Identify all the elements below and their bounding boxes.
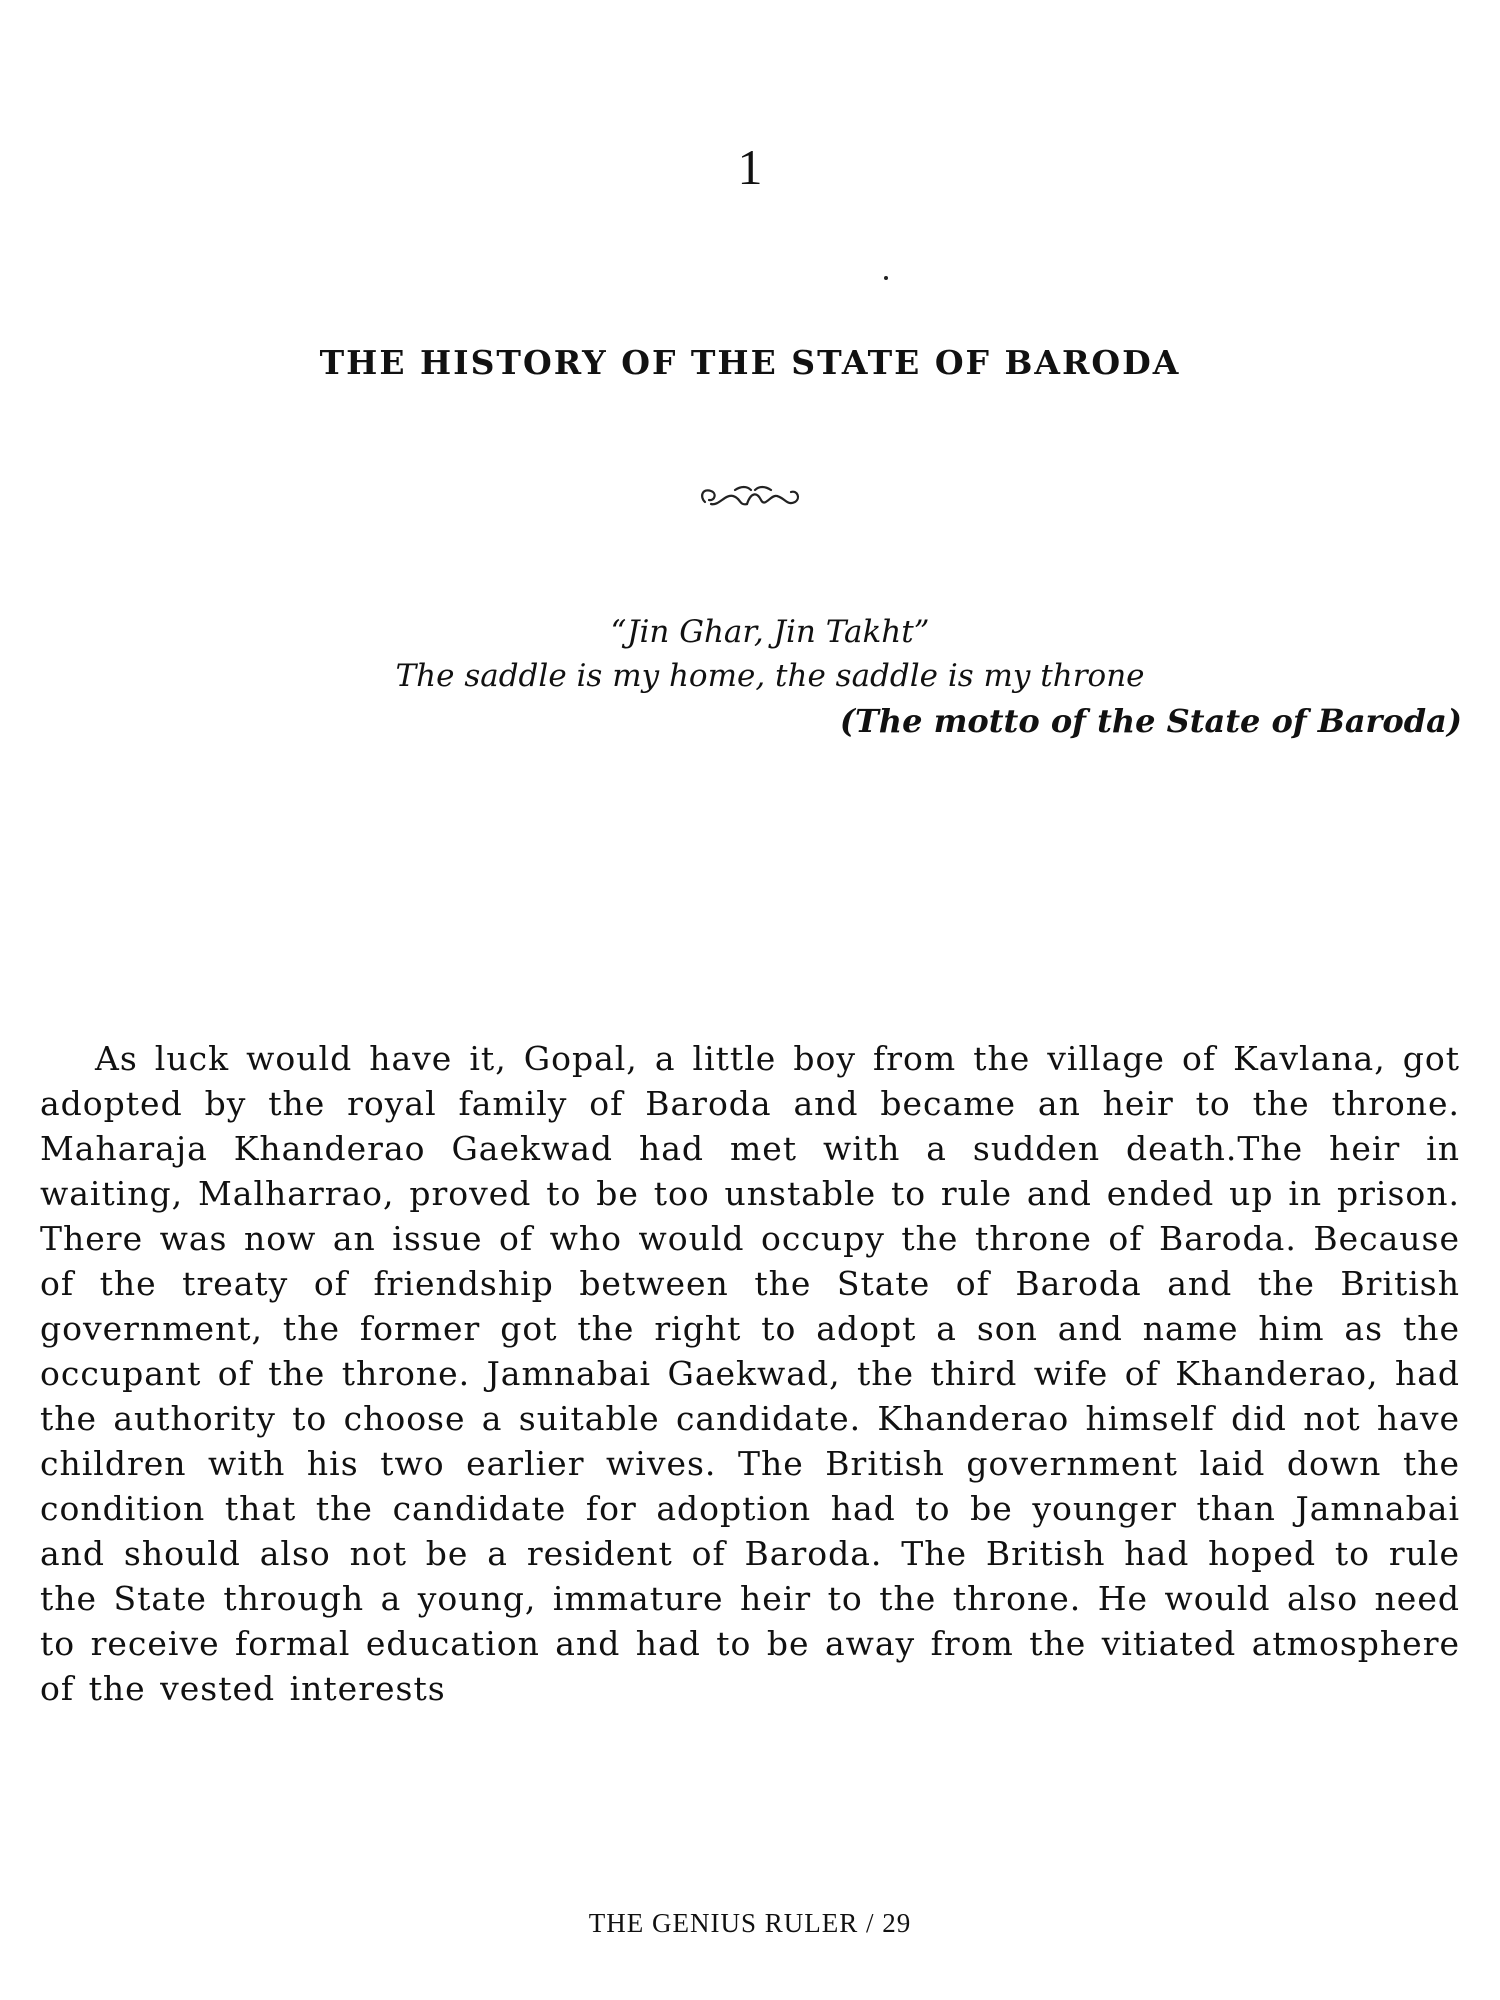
body-paragraph: As luck would have it, Gopal, a little boy from the village of Kavlana, got adopted by the royal family of Baroda and became an heir to the throne. Maharaja Khanderao Gaekwad had met with a sudden death.The heir in waiting, Malharrao, proved to be too unstable to rule and ended up in prison. There was now an issue of who would occupy the throne of Baroda. Because of the treaty of friendship between the State of Baroda and the British government, the former got the right to adopt a son and name him as the occupant of the throne. Jamnabai Gaekwad, the third wife of Khanderao, had the authority to choose a suitable candidate. Khanderao himself did not have children with his two earlier wives. The British government laid down the condition that the candidate for adoption had to be younger than Jamnabai and should also not be a resident of Baroda. The British had hoped to rule the State through a young, immature heir to the throne. He would also need to receive formal education and had to be away from the vitiated atmosphere of the vested interests bbox=[40, 1039, 1460, 1708]
epigraph-attribution: (The motto of the State of Baroda) bbox=[839, 702, 1462, 740]
epigraph bbox=[0, 610, 1500, 744]
chapter-number: 1 bbox=[737, 139, 763, 195]
page-footer: THE GENIUS RULER / 29 bbox=[588, 1908, 912, 1938]
flourish-icon bbox=[695, 482, 805, 512]
ornament-divider bbox=[0, 482, 1500, 516]
epigraph-translation: The saddle is my home, the saddle is my throne bbox=[395, 658, 1145, 694]
epigraph-quote: “Jin Ghar, Jin Takht” bbox=[610, 614, 930, 650]
chapter-title: THE HISTORY OF THE STATE OF BARODA bbox=[319, 343, 1181, 382]
scan-speck bbox=[884, 276, 888, 280]
